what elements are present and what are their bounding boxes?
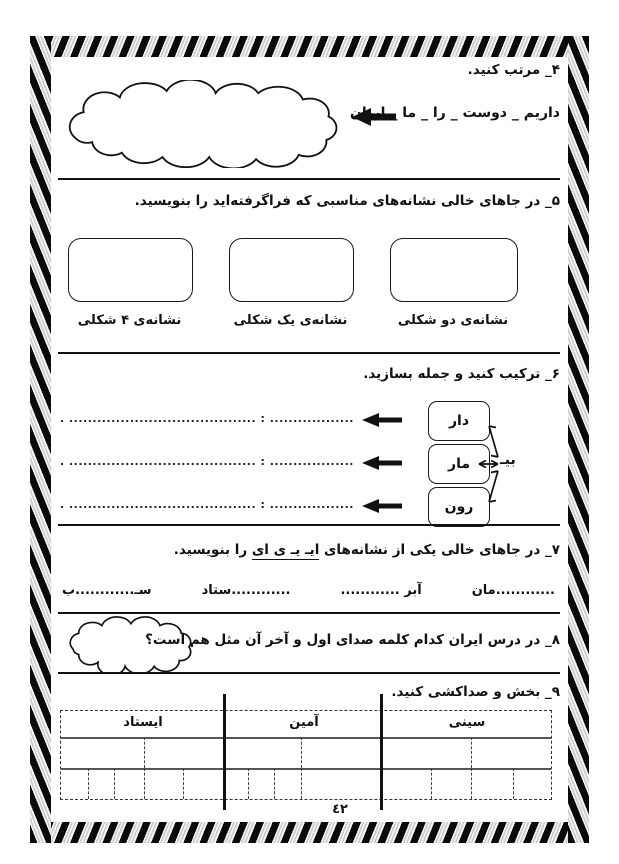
blank-word-man: ............مان xyxy=(471,583,555,598)
syllable-box-mar: مار xyxy=(428,444,490,484)
answer-box-two-shape xyxy=(390,238,518,302)
arrow-left-icon xyxy=(360,499,404,513)
ex9-title: ۹_ بخش و صداکشی کنید. xyxy=(391,684,560,700)
divider-line xyxy=(58,524,560,526)
arrow-left-icon xyxy=(360,456,404,470)
ex4-title: ۴_ مرتب کنید. xyxy=(467,62,560,78)
box-label-four-shape: نشانه‌ی ۴ شکلی xyxy=(77,313,182,328)
syllable-box-dar: دار xyxy=(428,401,490,441)
answer-box-four-shape xyxy=(68,238,193,302)
table-word-amin: آمین xyxy=(289,715,319,730)
table-word-istad: ایستاد xyxy=(123,715,163,730)
blank-word-sib: سـ............ب xyxy=(62,583,152,598)
ex7-blanks-row xyxy=(62,583,555,598)
border-bottom xyxy=(30,822,589,843)
ex7-title-underlined-signs: ایـ یـ ی ای xyxy=(251,542,320,558)
blank-word-setad: ............ستاد xyxy=(201,583,291,598)
table-cell-divider xyxy=(114,768,115,799)
syllable-box-roon: رون xyxy=(428,487,490,527)
answer-line: . ........................................ : .................. xyxy=(60,498,354,511)
border-right xyxy=(568,36,589,843)
ex6-title: ۶_ ترکیب کنید و جمله بسازید. xyxy=(363,366,560,382)
table-cell-divider xyxy=(248,768,249,799)
ex7-title-prefix: ۷_ در جاهای خالی یکی از نشانه‌های xyxy=(319,542,560,558)
combiner-label: بیـ xyxy=(500,452,516,468)
table-cell-divider xyxy=(301,737,302,768)
table-row-line xyxy=(61,737,551,739)
table-cell-divider xyxy=(144,737,145,768)
ex7-title xyxy=(174,542,560,558)
border-top xyxy=(30,36,589,57)
double-arrows-icon xyxy=(472,400,500,520)
cloud-shape xyxy=(56,80,354,168)
ex5-title: ۵_ در جاهای خالی نشانه‌های مناسبی که فراگرفته‌اید را بنویسید. xyxy=(134,193,560,209)
table-cell-divider xyxy=(274,768,275,799)
divider-line xyxy=(58,352,560,354)
page-number: ٤٢ xyxy=(332,802,348,817)
syllable-table xyxy=(60,710,552,800)
divider-line xyxy=(58,178,560,180)
ex4-word-list: داریم _ دوست _ را _ ما _ ایران xyxy=(349,105,560,121)
box-label-one-shape: نشانه‌ی یک شکلی xyxy=(233,313,348,328)
answer-line: . ........................................ : .................. xyxy=(60,412,354,425)
table-cell-divider xyxy=(471,768,472,799)
table-section-separator xyxy=(380,694,383,810)
table-cell-divider xyxy=(301,768,302,799)
table-cell-divider xyxy=(144,768,145,799)
ex7-title-suffix: را بنویسید. xyxy=(173,542,252,558)
answer-box-one-shape xyxy=(229,238,354,302)
divider-line xyxy=(58,672,560,674)
answer-line: . ........................................ : .................. xyxy=(60,455,354,468)
table-cell-divider xyxy=(471,737,472,768)
ex8-title: ۸_ در درس ایران کدام کلمه صدای اول و آخر آن مثل هم است؟ xyxy=(145,632,560,648)
arrow-left-icon xyxy=(360,413,404,427)
table-cell-divider xyxy=(513,768,514,799)
table-word-sini: سینی xyxy=(448,715,486,730)
table-row-line xyxy=(61,768,551,770)
table-cell-divider xyxy=(431,768,432,799)
blank-word-abr: آبر ............ xyxy=(340,583,422,598)
table-section-separator xyxy=(223,694,226,810)
border-left xyxy=(30,36,51,843)
box-label-two-shape: نشانه‌ی دو شکلی xyxy=(397,313,509,328)
table-cell-divider xyxy=(88,768,89,799)
table-cell-divider xyxy=(183,768,184,799)
